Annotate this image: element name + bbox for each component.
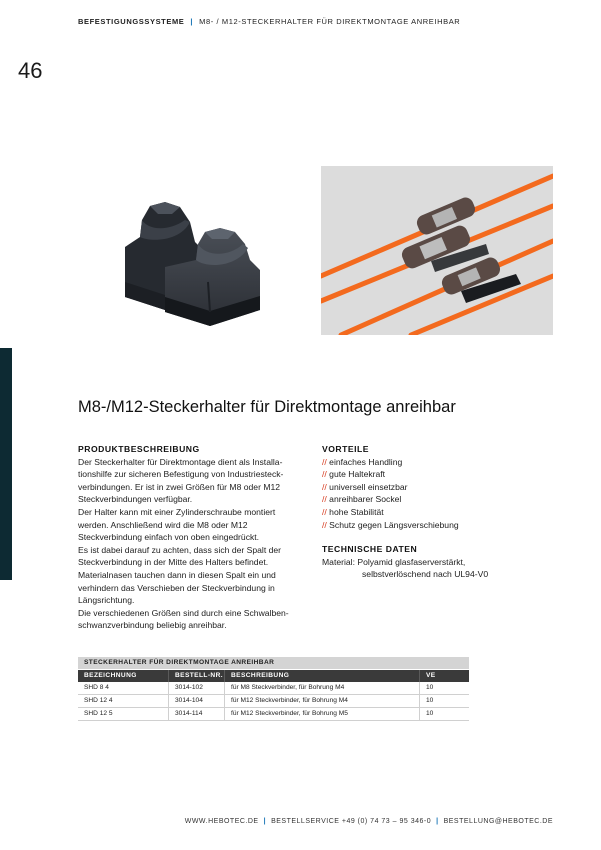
table-cell: 3014-104 (168, 695, 224, 707)
technical-heading: TECHNISCHE DATEN (322, 544, 418, 555)
description-line: Steckverbindungen verfügbar. (78, 494, 193, 505)
table-cell: für M8 Steckverbinder, für Bohrung M4 (224, 682, 419, 694)
list-marker: // (322, 481, 327, 492)
column-header: BESCHREIBUNG (224, 670, 419, 682)
description-heading: PRODUKTBESCHREIBUNG (78, 444, 200, 454)
column-header: VE (419, 670, 469, 682)
list-marker: // (322, 469, 327, 480)
website-link[interactable]: WWW.HEBOTEC.DE (184, 818, 259, 825)
sidebar-accent-bar (0, 348, 12, 580)
list-marker: // (322, 494, 327, 505)
description-line: Steckverbindung einfach von oben eingedrückt. (78, 532, 260, 543)
description-line: Der Halter kann mit einer Zylinderschraube montiert (78, 506, 276, 517)
description-section (78, 443, 313, 632)
advantage-item: // Schutz gegen Längsverschiebung (322, 519, 459, 530)
description-line: Steckverbindung in der Mitte des Halters befindet. (78, 557, 269, 568)
table-cell: für M12 Steckverbinder, für Bohrung M4 (224, 695, 419, 707)
table-cell: SHD 12 5 (84, 710, 113, 717)
page-footer (185, 818, 553, 825)
order-email-link[interactable]: BESTELLUNG@HEBOTEC.DE (443, 818, 553, 825)
table-cell: 10 (419, 682, 469, 694)
table-row (78, 695, 469, 708)
footer-separator: | (436, 818, 439, 825)
description-line: Längsrichtung. (78, 595, 135, 606)
advantages-heading: VORTEILE (322, 444, 369, 454)
column-header: BESTELL-NR. (168, 670, 224, 682)
advantage-item: // hohe Stabilität (322, 506, 384, 517)
table-cell: SHD 12 4 (84, 697, 113, 704)
description-line: verbindungen. Er ist in zwei Größen für M8 oder M12 (78, 481, 281, 492)
advantage-item: // einfaches Handling (322, 456, 403, 467)
table-cell: 3014-114 (168, 708, 224, 720)
column-header: BEZEICHNUNG (84, 672, 137, 679)
advantage-item: // gute Haltekraft (322, 469, 386, 480)
product-table (78, 657, 469, 721)
table-header-row (78, 670, 469, 682)
description-line: Materialnasen tauchen dann in diesen Spalt ein und (78, 569, 276, 580)
list-marker: // (322, 456, 327, 467)
header-separator: | (190, 17, 194, 26)
list-marker: // (322, 506, 327, 517)
material-line: Material: Polyamid glasfaserverstärkt, (322, 556, 466, 567)
table-row (78, 682, 469, 695)
product-image-holders (110, 192, 280, 332)
description-line: Der Steckerhalter für Direktmontage dient als Installa- (78, 456, 283, 467)
footer-separator: | (263, 818, 267, 825)
description-line: schwanzverbindung beliebig anreihbar. (78, 620, 227, 631)
table-cell: 3014-102 (168, 682, 224, 694)
product-image-cables (321, 166, 553, 335)
table-row (78, 708, 469, 721)
table-cell: 10 (419, 708, 469, 720)
description-line: Es ist dabei darauf zu achten, dass sich der Spalt der (78, 544, 282, 555)
advantages-section (322, 443, 532, 581)
table-cell: 10 (419, 695, 469, 707)
description-line: Die verschiedenen Größen sind durch eine Schwalben- (78, 607, 289, 618)
list-marker: // (322, 519, 327, 530)
page-header (78, 17, 460, 26)
page-number: 46 (18, 58, 43, 83)
advantage-item: // universell einsetzbar (322, 481, 408, 492)
order-service-phone: BESTELLSERVICE +49 (0) 74 73 – 95 346-0 (271, 818, 432, 825)
material-line: selbstverlöschend nach UL94-V0 (362, 569, 489, 580)
description-line: verhindern das Verschieben der Steckverbindung in (78, 582, 275, 593)
table-title: STECKERHALTER FÜR DIREKTMONTAGE ANREIHBAR (78, 657, 469, 669)
table-cell: SHD 8 4 (84, 684, 109, 691)
header-section: BEFESTIGUNGSSYSTEME (78, 17, 185, 26)
advantage-item: // anreihbarer Sockel (322, 494, 402, 505)
description-line: werden. Anschließend wird die M8 oder M12 (78, 519, 248, 530)
header-subtitle: M8- / M12-STECKERHALTER FÜR DIREKTMONTAGE ANREIHBAR (199, 17, 461, 26)
description-line: tionshilfe zur sicheren Befestigung von Industriesteck- (78, 469, 284, 480)
table-cell: für M12 Steckverbinder, für Bohrung M5 (224, 708, 419, 720)
product-title: M8-/M12-Steckerhalter für Direktmontage anreihbar (78, 398, 456, 416)
